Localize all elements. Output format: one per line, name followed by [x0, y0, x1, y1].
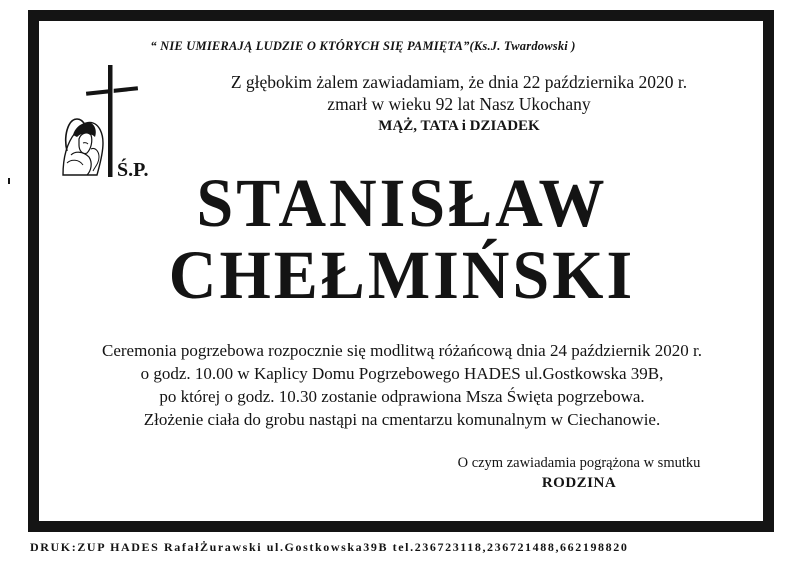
ceremony-line: Złożenie ciała do grobu nastąpi na cmentarzu komunalnym w Ciechanowie.	[143, 410, 661, 429]
ceremony-line: Ceremonia pogrzebowa rozpocznie się modlitwą różańcową dnia 24 październik 2020 r.	[102, 341, 702, 360]
deceased-first-name: STANISŁAW	[196, 165, 608, 242]
announcement-line: zmarł w wieku 92 lat Nasz Ukochany	[327, 94, 591, 114]
announcement	[179, 71, 739, 137]
epigraph-quote	[39, 39, 763, 54]
scan-mark	[8, 178, 10, 184]
closing-line: O czym zawiadamia pogrążona w smutku	[457, 455, 701, 471]
epigraph-text: “ NIE UMIERAJĄ LUDZIE O KTÓRYCH SIĘ PAMIĘTA”(Ks.J. Twardowski )	[150, 39, 576, 53]
closing-signature	[419, 453, 739, 493]
print-footer: DRUK:ZUP HADES RafałŻurawski ul.Gostkowska39B tel.236723118,236721488,662198820	[30, 540, 629, 554]
ceremony-line: o godz. 10.00 w Kaplicy Domu Pogrzebowego HADES ul.Gostkowska 39B,	[140, 364, 664, 383]
relation-title: MĄŻ, TATA i DZIADEK	[378, 118, 540, 134]
deceased-last-name: CHEŁMIŃSKI	[168, 237, 636, 314]
sp-label: Ś.P.	[117, 159, 149, 181]
ceremony-line: po której o godz. 10.30 zostanie odprawiona Msza Święta pogrzebowa.	[159, 387, 645, 406]
obituary-notice	[38, 20, 764, 522]
announcement-line: Z głębokim żalem zawiadamiam, że dnia 22 października 2020 r.	[230, 72, 688, 92]
family-signature: RODZINA	[541, 475, 617, 491]
ceremony-details	[39, 339, 765, 431]
